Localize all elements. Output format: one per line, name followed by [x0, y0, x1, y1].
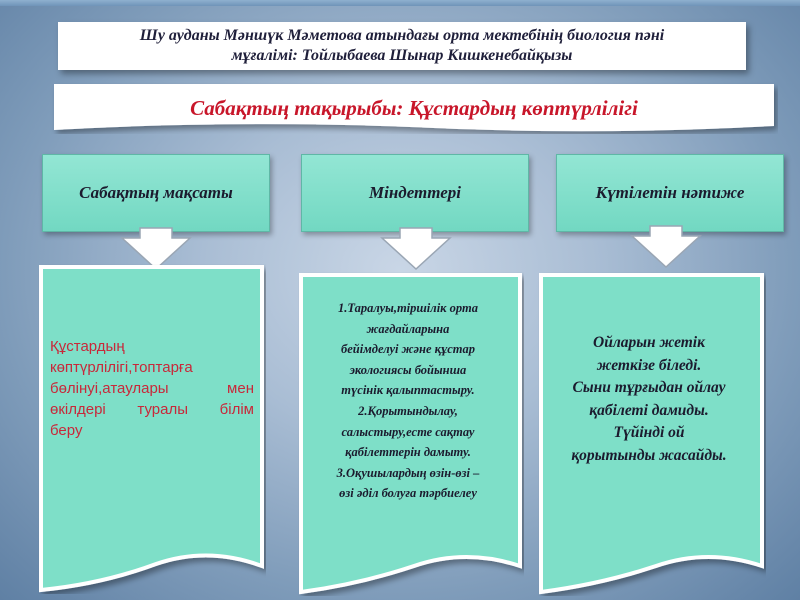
goal-text	[50, 336, 254, 441]
goal-line: бөлінуі,атаулары мен	[50, 380, 254, 397]
tasks-card	[298, 272, 524, 596]
goal-card	[38, 264, 266, 594]
task-line: экологиясы бойынша	[349, 362, 467, 377]
task-line: бейімделуі және құстар	[340, 342, 476, 357]
result-line: жеткізе біледі.	[596, 356, 702, 374]
tasks-text	[302, 298, 514, 504]
header-line-1: Шу ауданы Мәншүк Мәметова атындағы орта мектебінің биология пәні	[139, 27, 665, 44]
topic-banner	[50, 82, 778, 134]
result-line: Сыни тұрғыдан ойлау	[572, 379, 726, 396]
expected-result-header	[556, 154, 784, 232]
task-line: қабілеттерін дамыту.	[345, 445, 471, 460]
result-line: қабілеті дамиды.	[589, 401, 709, 419]
tasks-header	[301, 154, 529, 232]
goal-line: беру	[50, 422, 83, 439]
result-line: Түйінді ой	[613, 424, 685, 441]
down-arrow-2	[378, 226, 454, 272]
header-line-2: мұғалімі: Тойлыбаева Шынар Кишкенебайқызы	[231, 47, 573, 64]
result-line: Ойларын жетік	[593, 334, 705, 351]
task-line: 3.Оқушылардың өзін-өзі –	[336, 465, 480, 480]
expected-result-card	[538, 272, 766, 596]
author-header	[58, 22, 746, 70]
task-line: түсінік қалыптастыру.	[341, 383, 475, 398]
expected-result-text	[544, 332, 754, 467]
task-line: өзі әділ болуға тәрбиелеу	[339, 486, 477, 501]
down-arrow-3	[628, 224, 704, 270]
goal-line: өкілдері туралы білім	[50, 401, 254, 418]
task-line: 2.Қорытындылау,	[358, 403, 458, 418]
task-line: салыстыру,есте сақтау	[341, 424, 475, 439]
goal-header	[42, 154, 270, 232]
task-line: жағдайларына	[366, 321, 450, 336]
result-line: қорытынды жасайды.	[571, 446, 727, 464]
expected-result-header-label: Күтілетін нәтиже	[595, 183, 745, 202]
goal-line: көптүрлілігі,топтарға	[50, 359, 193, 376]
top-bar	[0, 0, 800, 6]
goal-header-label: Сабақтың мақсаты	[79, 183, 233, 202]
tasks-header-label: Міндеттері	[368, 183, 462, 202]
task-line: 1.Таралуы,тіршілік орта	[338, 301, 478, 315]
goal-line: Құстардың	[50, 338, 125, 355]
topic-title: Сабақтың тақырыбы: Құстардың көптүрлілігі	[190, 95, 638, 120]
